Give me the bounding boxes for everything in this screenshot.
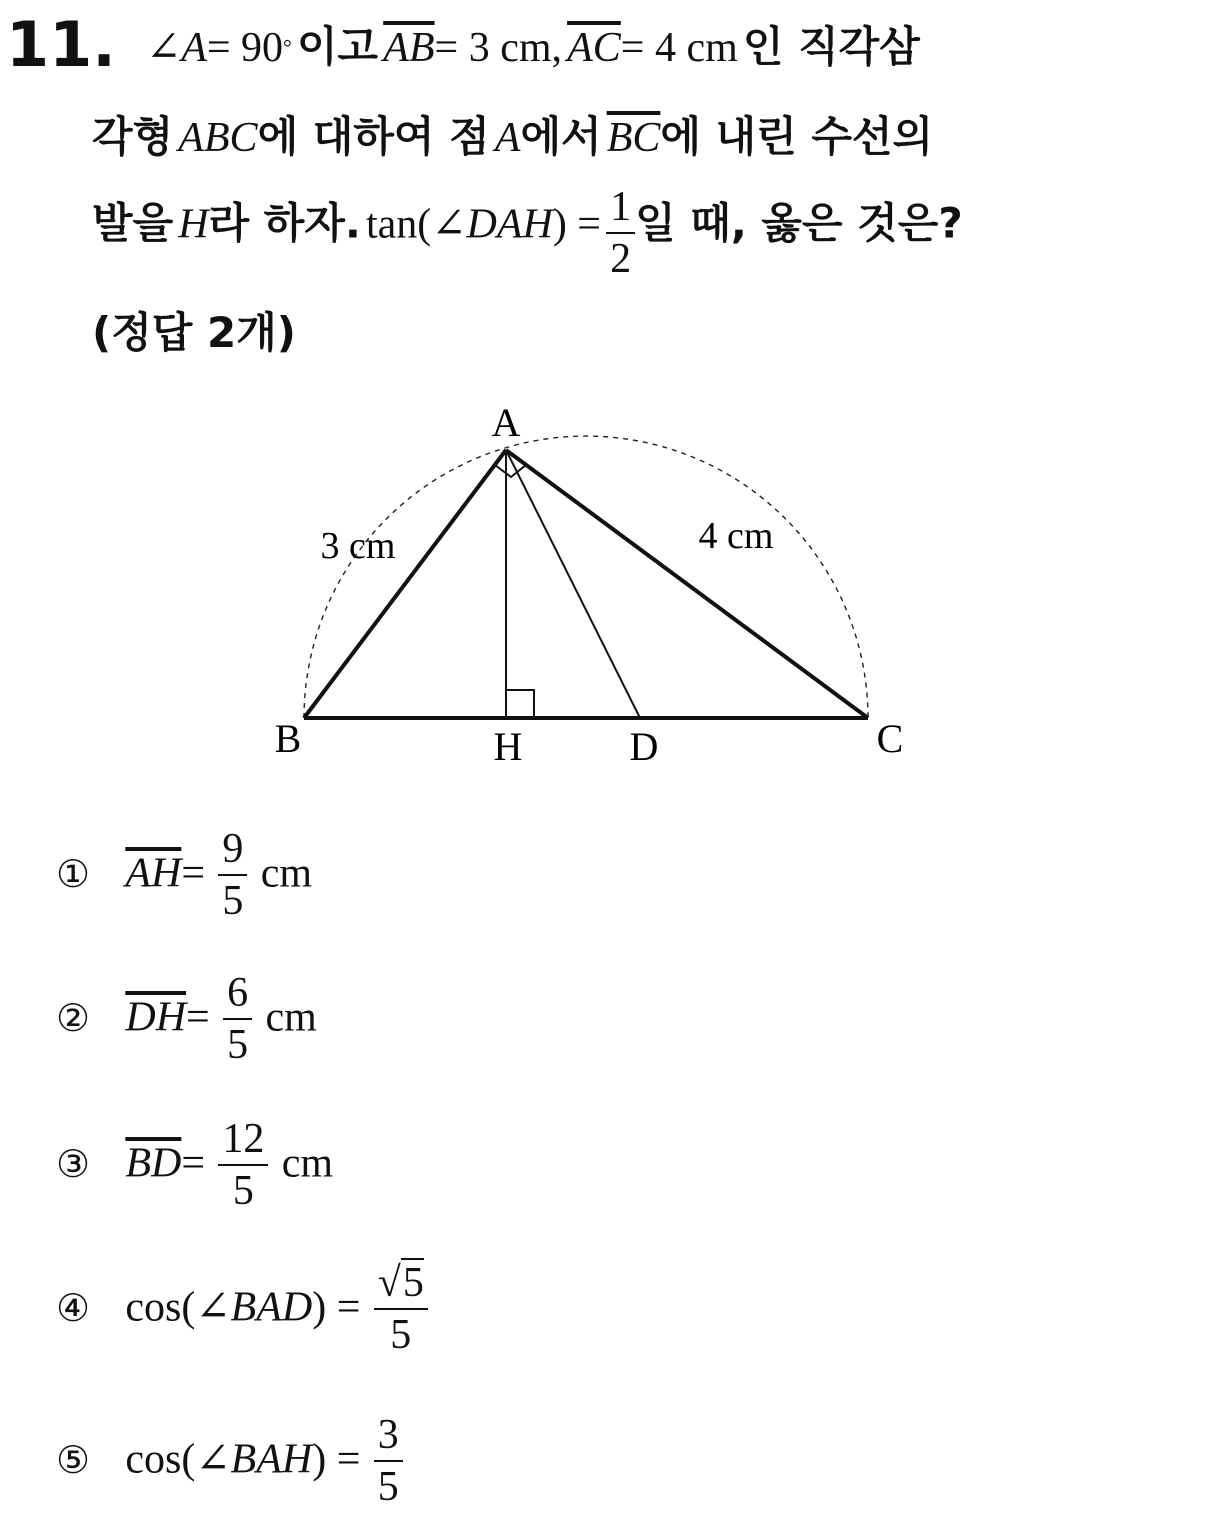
- denominator: 5: [377, 1464, 399, 1510]
- option-fraction: [218, 1118, 268, 1212]
- option-fraction: [218, 828, 247, 922]
- option-4[interactable]: [56, 1262, 428, 1356]
- option-segment: $\overline{BD}$: [125, 1140, 182, 1187]
- question-line-2: [92, 104, 933, 164]
- question-number: 11.: [6, 8, 116, 81]
- option-unit: cm: [281, 1140, 334, 1187]
- ab-value: = 3 cm,: [434, 25, 563, 71]
- option-marker: ③: [56, 1141, 91, 1186]
- fraction-one-half: [606, 186, 635, 280]
- option-equals: =: [186, 994, 210, 1041]
- ninety: = 90: [206, 25, 284, 71]
- text-perpendicular: 에 내린 수선의: [660, 112, 934, 161]
- option-fraction: [223, 972, 252, 1066]
- text-regarding-point: 에 대하여 점: [257, 112, 490, 161]
- degree-sign: °: [283, 34, 292, 60]
- numerator: [374, 1262, 428, 1310]
- option-marker: ④: [56, 1285, 91, 1330]
- question-line-1: [146, 14, 920, 74]
- option-segment: $\overline{AH}$: [125, 850, 182, 897]
- text-triangle: 각형: [92, 112, 174, 161]
- denominator: 5: [222, 878, 244, 924]
- text-let: 라 하자.: [208, 198, 361, 248]
- triangle-abc: ABC: [178, 115, 258, 161]
- text-from: 에서: [520, 112, 602, 161]
- option-2[interactable]: [56, 972, 317, 1066]
- numerator: 6: [223, 972, 252, 1020]
- right-angle-mark-h: [506, 690, 534, 718]
- option-equals: =: [181, 1140, 206, 1187]
- numerator: 9: [218, 828, 247, 876]
- option-close-equals: ) =: [312, 1436, 361, 1483]
- denominator: 5: [227, 1022, 249, 1068]
- vertex-c-label: C: [876, 716, 904, 761]
- option-marker: ②: [56, 995, 91, 1040]
- point-a: A: [494, 115, 521, 161]
- vertex-a-label: A: [491, 400, 521, 445]
- label-ac-length: 4 cm: [698, 515, 774, 557]
- segment-ac: $\overline{AC}$: [567, 25, 621, 71]
- segment-ab: $\overline{AB}$: [383, 25, 435, 71]
- right-angle-mark-a: [495, 465, 526, 477]
- point-h-label: H: [493, 724, 523, 769]
- square-root: [378, 1262, 424, 1304]
- option-unit: cm: [265, 994, 317, 1041]
- option-marker: ①: [56, 851, 91, 896]
- numerator: 12: [218, 1118, 268, 1166]
- answer-count-note: (정답 2개): [92, 308, 296, 357]
- option-angle-arg: BAD: [230, 1284, 313, 1331]
- option-fraction: [374, 1414, 403, 1508]
- triangle-figure: [250, 400, 950, 780]
- text-which-correct: 일 때, 옳은 것은?: [635, 198, 963, 248]
- vertex-b-label: B: [274, 716, 302, 761]
- option-close-equals: ) =: [312, 1284, 361, 1331]
- option-unit: cm: [260, 850, 313, 897]
- option-marker: ⑤: [56, 1437, 91, 1482]
- option-5[interactable]: [56, 1414, 403, 1508]
- point-h: H: [178, 201, 209, 248]
- option-equals: =: [181, 850, 206, 897]
- text-igo: 이고: [296, 22, 379, 71]
- option-function: cos(: [125, 1284, 196, 1331]
- tan-close: ) =: [552, 201, 601, 248]
- label-ab-length: 3 cm: [320, 525, 396, 567]
- side-ab: [304, 450, 506, 718]
- option-segment: $\overline{DH}$: [125, 994, 187, 1041]
- text-right-triangle: 인 직각삼: [742, 22, 920, 71]
- radicand: 5: [402, 1260, 424, 1306]
- option-angle-arg: BAH: [230, 1436, 313, 1483]
- angle-a: ∠A: [146, 25, 207, 71]
- option-1[interactable]: [56, 828, 312, 922]
- option-function: cos(: [125, 1436, 196, 1483]
- point-d-label: D: [629, 724, 659, 769]
- denominator: 5: [390, 1312, 412, 1358]
- segment-bc: $\overline{BC}$: [606, 115, 661, 161]
- option-fraction: [374, 1262, 428, 1356]
- angle-symbol: ∠: [195, 1284, 231, 1331]
- numerator: 1: [606, 186, 635, 234]
- tan-open: tan(: [365, 201, 432, 248]
- radical-sign: √: [377, 1260, 401, 1306]
- side-ac: [506, 450, 868, 718]
- angle-symbol: ∠: [431, 201, 467, 248]
- text-foot: 발을: [92, 198, 174, 248]
- denominator: 2: [610, 236, 632, 282]
- question-line-3: [92, 186, 963, 280]
- numerator: 3: [374, 1414, 403, 1462]
- angle-symbol: ∠: [195, 1436, 231, 1483]
- segment-ad: [506, 450, 640, 718]
- denominator: 5: [232, 1168, 254, 1214]
- option-3[interactable]: [56, 1118, 333, 1212]
- angle-dah: DAH: [466, 201, 553, 248]
- dashed-semicircle: [304, 436, 868, 718]
- ac-value: = 4 cm: [620, 25, 738, 71]
